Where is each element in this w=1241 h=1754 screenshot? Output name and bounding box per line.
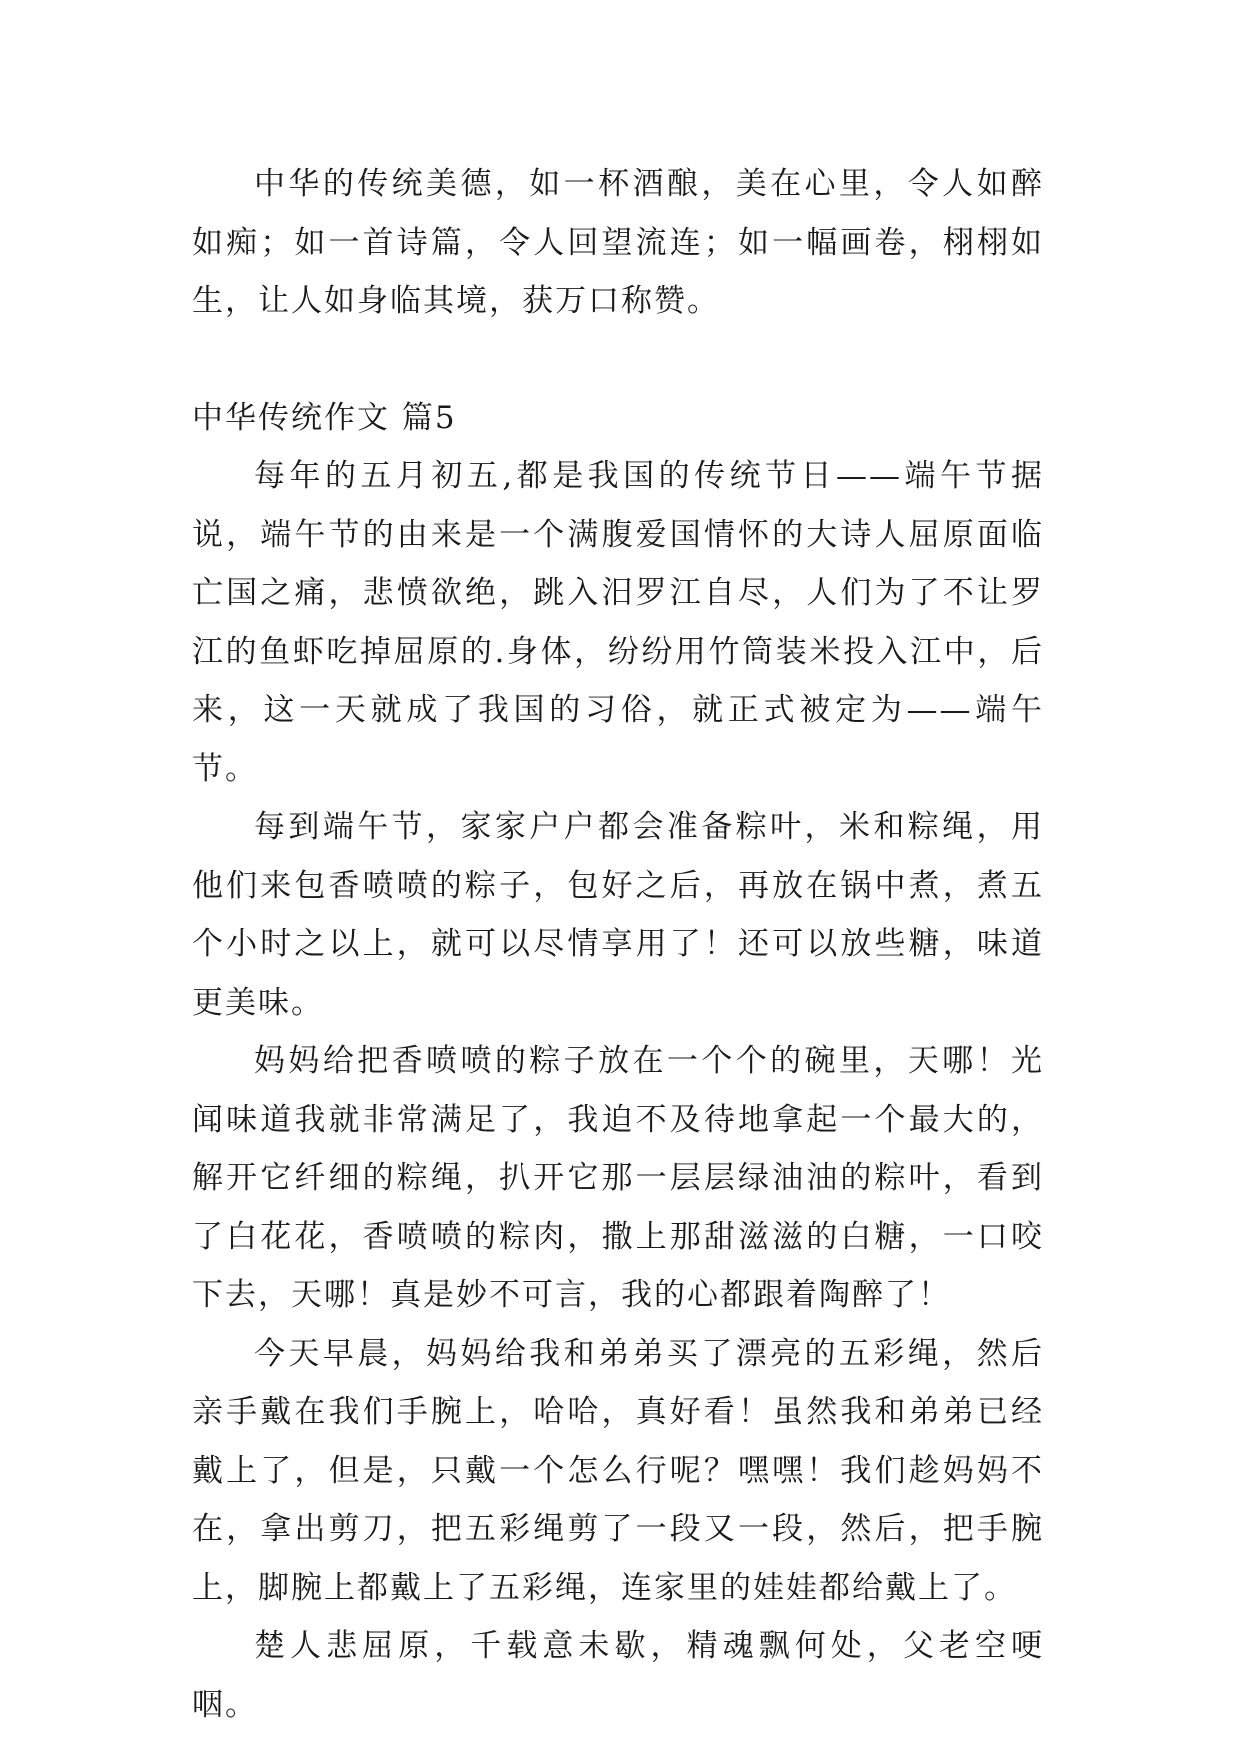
paragraph-5: 楚人悲屈原，千载意未歇，精魂飘何处，父老空哽咽。	[192, 1628, 1044, 1723]
paragraph-4: 今天早晨，妈妈给我和弟弟买了漂亮的五彩绳，然后亲手戴在我们手腕上，哈哈，真好看！虽然我和弟弟已经戴上了，但是，只戴一个怎么行呢？嘿嘿！我们趁妈妈不在，拿出剪刀，把五彩绳剪了一段又一段，然后，把手腕上，脚腕上都戴上了五彩绳，连家里的娃娃都给戴上了。	[192, 1335, 1044, 1606]
paragraph-3: 妈妈给把香喷喷的粽子放在一个个的碗里，天哪！光闻味道我就非常满足了，我迫不及待地拿起一个最大的，解开它纤细的粽绳，扒开它那一层层绿油油的粽叶，看到了白花花，香喷喷的粽肉，撒上那甜滋滋的白糖，一口咬下去，天哪！真是妙不可言，我的心都跟着陶醉了！	[192, 1043, 1044, 1313]
paragraph-2: 每到端午节，家家户户都会准备粽叶，米和粽绳，用他们来包香喷喷的粽子，包好之后，再放在锅中煮，煮五个小时之以上，就可以尽情享用了！还可以放些糖，味道更美味。	[192, 809, 1044, 1021]
paragraph-1: 每年的五月初五,都是我国的传统节日——端午节据说，端午节的由来是一个满腹爱国情怀的大诗人屈原面临亡国之痛，悲愤欲绝，跳入汨罗江自尽，人们为了不让罗江的鱼虾吃掉屈原的.身体，纷纷用竹筒装米投入江中，后来，这一天就成了我国的习俗，就正式被定为——端午节。	[192, 458, 1044, 787]
section-title: 中华传统作文 篇5	[192, 399, 457, 436]
intro-paragraph: 中华的传统美德，如一杯酒酿，美在心里，令人如醉如痴；如一首诗篇，令人回望流连；如一幅画卷，栩栩如生，让人如身临其境，获万口称赞。	[192, 166, 1044, 319]
document-body	[192, 155, 1044, 1734]
